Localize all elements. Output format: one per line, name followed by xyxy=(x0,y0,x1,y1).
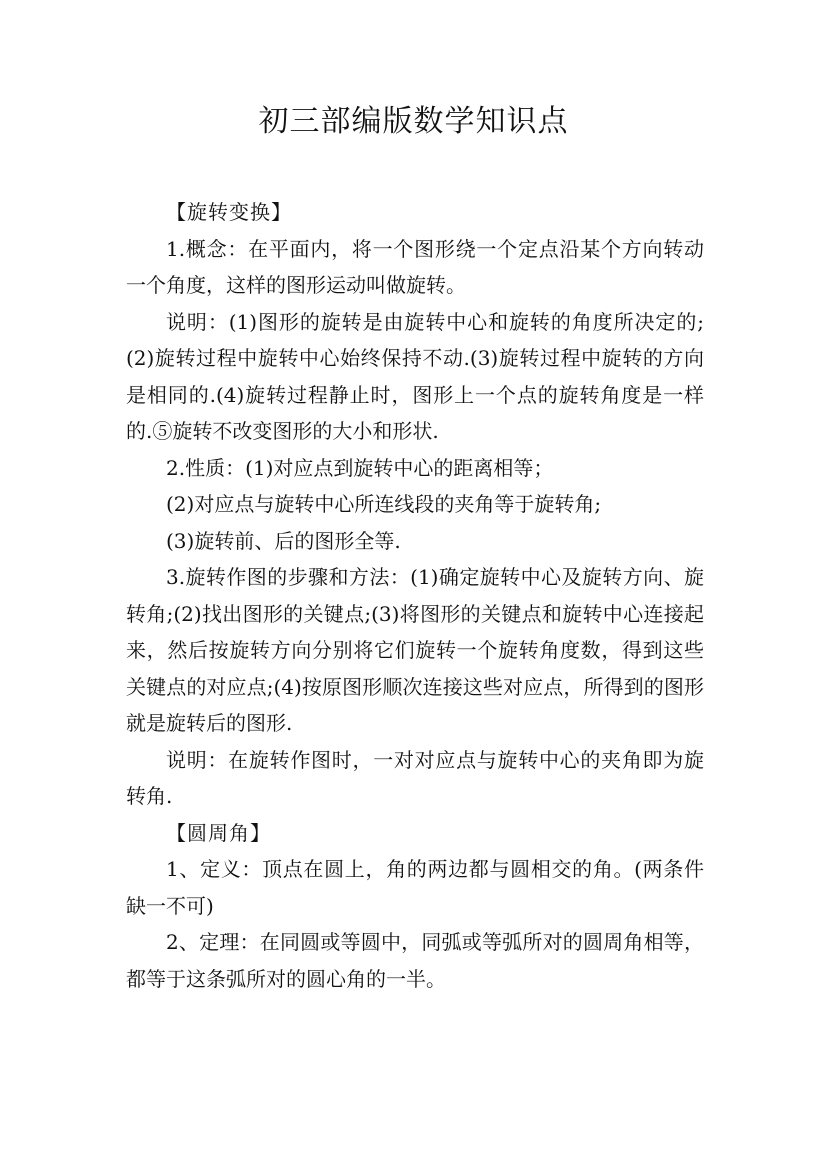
paragraph-inscribed-angle-theorem: 2、定理：在同圆或等圆中，同弧或等弧所对的圆周角相等，都等于这条弧所对的圆心角的一半。 xyxy=(126,930,704,991)
paragraph-rotation-construction-note: 说明：在旋转作图时，一对对应点与旋转中心的夹角即为旋转角. xyxy=(126,747,704,808)
page-title: 初三部编版数学知识点 xyxy=(258,104,569,139)
paragraph-rotation-property-2: (2)对应点与旋转中心所连线段的夹角等于旋转角; xyxy=(166,492,602,516)
paragraph-rotation-construction: 3.旋转作图的步骤和方法：(1)确定旋转中心及旋转方向、旋转角;(2)找出图形的关键点;(3)将图形的关键点和旋转中心连接起来，然后按旋转方向分别将它们旋转一个旋转角度数，得到这些关键点的对应点;(4)按原图形顺次连接这些对应点，所得到的图形就是旋转后的图形. xyxy=(126,565,704,735)
paragraph-rotation-notes: 说明：(1)图形的旋转是由旋转中心和旋转的角度所决定的;(2)旋转过程中旋转中心始终保持不动.(3)旋转过程中旋转的方向是相同的.(4)旋转过程静止时，图形上一个点的旋转角度是一样的.⑤旋转不改变图形的大小和形状. xyxy=(126,309,704,443)
paragraph-inscribed-angle-definition: 1、定义：顶点在圆上，角的两边都与圆相交的角。(两条件缺一不可) xyxy=(126,857,704,918)
paragraph-rotation-concept: 1.概念：在平面内，将一个图形绕一个定点沿某个方向转动一个角度，这样的图形运动叫做旋转。 xyxy=(126,236,704,297)
section-heading-rotation: 【旋转变换】 xyxy=(166,200,292,224)
document-body xyxy=(126,194,704,997)
paragraph-rotation-property-1: 2.性质：(1)对应点到旋转中心的距离相等； xyxy=(166,455,554,480)
paragraph-rotation-property-3: (3)旋转前、后的图形全等. xyxy=(166,528,401,553)
section-heading-inscribed-angle: 【圆周角】 xyxy=(166,820,271,845)
